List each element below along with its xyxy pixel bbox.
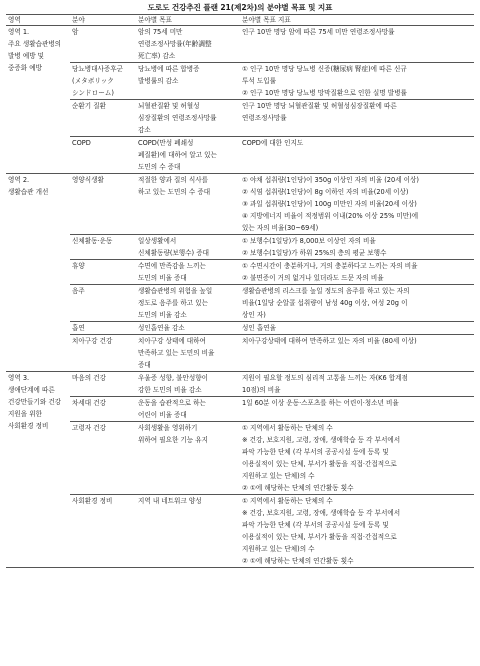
area-label-line: 건강만들기와 건강 bbox=[8, 398, 62, 406]
area-label-line: 중증화 예방 bbox=[8, 64, 42, 72]
field-cell bbox=[70, 100, 136, 137]
field-cell-line: 영양식생활 bbox=[72, 176, 104, 184]
field-cell-line: 치아구강 건강 bbox=[72, 337, 113, 345]
goal-cell-line: 위하여 필요한 기능 유지 bbox=[138, 436, 208, 444]
goal-cell bbox=[136, 397, 240, 422]
field-cell bbox=[70, 335, 136, 372]
field-cell-line: 마음의 건강 bbox=[72, 374, 106, 382]
indicator-cell-line: ③ 과일 섭취량(1인당)이 100g 미만인 자의 비율(20세 이상) bbox=[242, 200, 417, 208]
indicator-cell-line: ② 불면증이 거의 없거나 있더라도 드문 자의 비율 bbox=[242, 274, 384, 282]
table-row bbox=[6, 372, 474, 397]
goal-cell-line: 심장질환의 연령조정사망률 bbox=[138, 114, 217, 122]
goal-cell-line: 감소 bbox=[138, 126, 151, 134]
field-cell-line: シンドローム) bbox=[72, 89, 114, 97]
indicator-cell-line: ② 식염 섭취량(1인당)이 8g 이하인 자의 비율(20세 이상) bbox=[242, 188, 409, 196]
goal-cell-line: 지역 내 네트워크 양성 bbox=[138, 497, 202, 505]
indicator-cell-line: 비율(1일당 순알콜 섭취량이 남성 40g 이상, 여성 20g 이 bbox=[242, 299, 408, 307]
indicator-cell bbox=[240, 397, 474, 422]
header-area: 영역 bbox=[6, 15, 70, 26]
indicator-cell-line: 1일 60분 이상 운동·스포츠를 하는 어린이·청소년 비율 bbox=[242, 399, 399, 407]
indicator-cell-line: ① 수면시간이 충분하거나, 거의 충분하다고 느끼는 자의 비율 bbox=[242, 262, 418, 270]
header-field: 분야 bbox=[70, 15, 136, 26]
area-label-line: 영역 2. bbox=[8, 176, 30, 184]
indicator-cell-line: ① 지역에서 활동하는 단체의 수 bbox=[242, 497, 333, 505]
goal-cell-line: 死亡率) 감소 bbox=[138, 52, 176, 60]
goal-cell-line: 적절한 양과 질의 식사를 bbox=[138, 176, 208, 184]
indicator-cell-line: 인구 10만 명당 뇌혈관질환 및 허혈성심장질환에 따른 bbox=[242, 102, 397, 110]
field-cell-line: 흡연 bbox=[72, 324, 85, 332]
field-cell bbox=[70, 322, 136, 335]
goal-cell-line: 사회생활을 영위하기 bbox=[138, 424, 198, 432]
goal-cell-line: 정도로 음주를 하고 있는 bbox=[138, 299, 208, 307]
table-row bbox=[6, 100, 474, 137]
indicator-cell-line: 투석 도입률 bbox=[242, 77, 276, 85]
goal-cell bbox=[136, 26, 240, 63]
field-cell-line: 차세대 건강 bbox=[72, 399, 106, 407]
field-cell-line: 순환기 질환 bbox=[72, 102, 106, 110]
goal-cell-line: 운동을 습관적으로 하는 bbox=[138, 399, 206, 407]
indicator-cell-line: ① 인구 10만 명당 당뇨병 신증(糖尿病 腎症)에 따른 신규 bbox=[242, 65, 407, 73]
goal-cell-line: 폐질환)에 대하여 알고 있는 bbox=[138, 151, 217, 159]
indicator-cell bbox=[240, 322, 474, 335]
indicator-cell bbox=[240, 495, 474, 568]
field-cell bbox=[70, 174, 136, 235]
table-row bbox=[6, 235, 474, 260]
indicator-cell-line: 지원이 필요할 정도의 심리적 고통을 느끼는 자(K6 합계점 bbox=[242, 374, 408, 382]
goal-cell-line: 우울증 성향, 불안성향이 bbox=[138, 374, 208, 382]
goal-cell-line: 도민의 비율 증대 bbox=[138, 274, 187, 282]
field-cell bbox=[70, 422, 136, 495]
indicator-cell-line: 연령조정사망률 bbox=[242, 114, 287, 122]
goal-cell-line: 치아구강 상태에 대하여 bbox=[138, 337, 206, 345]
indicator-cell bbox=[240, 63, 474, 100]
goal-cell bbox=[136, 322, 240, 335]
area-label bbox=[6, 26, 70, 174]
indicator-cell-line: 상인 자) bbox=[242, 311, 266, 319]
area-label-line: 영역 3. bbox=[8, 374, 30, 382]
area-label-line: 지원을 위한 bbox=[8, 410, 42, 418]
indicator-cell bbox=[240, 422, 474, 495]
indicator-cell-line: ② ①에 해당하는 단체의 연간활동 횟수 bbox=[242, 557, 354, 565]
indicator-cell-line: ② 보행수(1일당)가 하위 25%의 층의 평균 보행수 bbox=[242, 249, 387, 257]
area-label-line: 주요 생활습관병의 bbox=[8, 40, 62, 48]
goal-cell bbox=[136, 137, 240, 174]
goal-cell bbox=[136, 335, 240, 372]
field-cell bbox=[70, 63, 136, 100]
goal-cell-line: 신체활동량(보행수) 증대 bbox=[138, 249, 209, 257]
goal-cell-line: 하고 있는 도민의 수 증대 bbox=[138, 188, 211, 196]
goal-cell bbox=[136, 422, 240, 495]
indicator-cell bbox=[240, 137, 474, 174]
goal-cell bbox=[136, 63, 240, 100]
table-row bbox=[6, 397, 474, 422]
document-title: 도로도 건강추진 플랜 21(제2차)의 분야별 목표 및 지표 bbox=[147, 3, 333, 12]
indicator-cell-line: ④ 지방에너지 비율이 적정범위 이내(20% 이상 25% 미만)에 bbox=[242, 212, 419, 220]
goal-cell-line: 어린이 비율 증대 bbox=[138, 411, 187, 419]
goal-cell bbox=[136, 260, 240, 285]
field-cell bbox=[70, 260, 136, 285]
field-cell-line: COPD bbox=[72, 139, 91, 147]
table-row bbox=[6, 260, 474, 285]
indicator-cell-line: ※ 건강, 보호지원, 고령, 장애, 생애학습 등 각 부서에서 bbox=[242, 509, 401, 517]
field-cell bbox=[70, 26, 136, 63]
table-body bbox=[6, 26, 474, 568]
area-label-line: 발병 예방 및 bbox=[8, 52, 45, 60]
indicator-cell bbox=[240, 235, 474, 260]
table-row bbox=[6, 322, 474, 335]
area-label bbox=[6, 174, 70, 372]
field-cell-line: 당뇨병대사증후군 bbox=[72, 65, 123, 73]
table-row bbox=[6, 26, 474, 63]
indicator-cell-line: ※ 건강, 보호지원, 고령, 장애, 생애학습 등 각 부서에서 bbox=[242, 436, 401, 444]
field-cell-line: 암 bbox=[72, 28, 79, 36]
field-cell bbox=[70, 235, 136, 260]
goal-cell-line: 강한 도민의 비율 감소 bbox=[138, 386, 202, 394]
indicator-cell-line: 파악 가능한 단체 (각 부서의 공공시설 등에 등록 및 bbox=[242, 448, 389, 456]
indicator-cell-line: COPD에 대한 인지도 bbox=[242, 139, 304, 147]
goal-cell-line: 암의 75세 미만 bbox=[138, 28, 183, 36]
field-cell-line: 신체활동·운동 bbox=[72, 237, 113, 245]
indicator-cell-line: ② 인구 10만 명당 당뇨병 망막질환으로 인한 실명 발병률 bbox=[242, 89, 407, 97]
indicator-cell-line: 있는 자의 비율(30~69세) bbox=[242, 224, 319, 232]
indicator-cell-line: ① 야채 섭취량(1인당)이 350g 이상인 자의 비율 (20세 이상) bbox=[242, 176, 419, 184]
table-row bbox=[6, 137, 474, 174]
header-goal: 분야별 목표 bbox=[136, 15, 240, 26]
area-label-line: 생활습관 개선 bbox=[8, 188, 49, 196]
indicator-cell-line: 이용실적이 있는 단체, 부서가 활동을 직접·간접적으로 bbox=[242, 533, 397, 541]
field-cell bbox=[70, 495, 136, 568]
field-cell bbox=[70, 285, 136, 322]
area-label-line: 사회환경 정비 bbox=[8, 422, 49, 430]
table-row bbox=[6, 422, 474, 495]
indicator-cell-line: 생활습관병의 리스크를 높일 정도의 음주를 하고 있는 자의 bbox=[242, 287, 410, 295]
field-cell-line: 사회환경 정비 bbox=[72, 497, 113, 505]
indicator-cell bbox=[240, 260, 474, 285]
goal-cell-line: 일상생활에서 bbox=[138, 237, 177, 245]
table-row bbox=[6, 335, 474, 372]
indicator-cell-line: ① 보행수(1일당)가 8,000보 이상인 자의 비율 bbox=[242, 237, 376, 245]
goal-cell bbox=[136, 100, 240, 137]
table-row bbox=[6, 174, 474, 235]
indicator-cell bbox=[240, 26, 474, 63]
goal-cell-line: 생활습관병의 위험을 높일 bbox=[138, 287, 213, 295]
goal-cell-line: COPD(만성 폐쇄성 bbox=[138, 139, 194, 147]
table-row bbox=[6, 63, 474, 100]
table-row bbox=[6, 495, 474, 568]
indicator-cell-line: 인구 10만 명당 암에 따른 75세 미만 연령조정사망률 bbox=[242, 28, 395, 36]
indicator-cell bbox=[240, 174, 474, 235]
field-cell-line: 고령자 건강 bbox=[72, 424, 106, 432]
indicator-cell-line: ① 지역에서 활동하는 단체의 수 bbox=[242, 424, 333, 432]
area-label-line: 영역 1. bbox=[8, 28, 30, 36]
goals-table bbox=[6, 14, 474, 568]
indicator-cell-line: 이용실적이 있는 단체, 부서가 활동을 직접·간접적으로 bbox=[242, 460, 397, 468]
header-indicator: 분야별 목표 지표 bbox=[240, 15, 474, 26]
indicator-cell-line: ② ①에 해당하는 단체의 연간활동 횟수 bbox=[242, 484, 354, 492]
indicator-cell-line: 성인 흡연율 bbox=[242, 324, 276, 332]
goal-cell-line: 도민의 비율 감소 bbox=[138, 311, 187, 319]
goal-cell bbox=[136, 235, 240, 260]
indicator-cell-line: 10점)의 비율 bbox=[242, 386, 281, 394]
field-cell-line: (メタボリック bbox=[72, 77, 114, 85]
goal-cell-line: 도민의 수 증대 bbox=[138, 163, 181, 171]
indicator-cell bbox=[240, 335, 474, 372]
goal-cell-line: 증대 bbox=[138, 361, 151, 369]
field-cell bbox=[70, 137, 136, 174]
goal-cell-line: 연령조정사망률(年齢調整 bbox=[138, 40, 212, 48]
field-cell bbox=[70, 397, 136, 422]
indicator-cell-line: 치아구강상태에 대하여 만족하고 있는 자의 비율 (80세 이상) bbox=[242, 337, 417, 345]
goal-cell bbox=[136, 372, 240, 397]
area-label bbox=[6, 372, 70, 568]
goal-cell bbox=[136, 174, 240, 235]
header-row bbox=[6, 15, 474, 26]
goal-cell-line: 수면에 만족감을 느끼는 bbox=[138, 262, 206, 270]
field-cell bbox=[70, 372, 136, 397]
goal-cell bbox=[136, 495, 240, 568]
goal-cell-line: 만족하고 있는 도민의 비율 bbox=[138, 349, 215, 357]
goal-cell-line: 당뇨병에 따른 합병증 bbox=[138, 65, 200, 73]
area-label-line: 생애단계에 따른 bbox=[8, 386, 55, 394]
field-cell-line: 음주 bbox=[72, 287, 85, 295]
field-cell-line: 휴양 bbox=[72, 262, 85, 270]
indicator-cell bbox=[240, 100, 474, 137]
indicator-cell-line: 지원하고 있는 단체)의 수 bbox=[242, 545, 315, 553]
goal-cell-line: 발병률의 감소 bbox=[138, 77, 179, 85]
goal-cell-line: 뇌혈관질환 및 허혈성 bbox=[138, 102, 200, 110]
indicator-cell-line: 파악 가능한 단체 (각 부서의 공공시설 등에 등록 및 bbox=[242, 521, 389, 529]
goal-cell bbox=[136, 285, 240, 322]
indicator-cell bbox=[240, 285, 474, 322]
indicator-cell bbox=[240, 372, 474, 397]
indicator-cell-line: 지원하고 있는 단체)의 수 bbox=[242, 472, 315, 480]
goal-cell-line: 성인흡연율 감소 bbox=[138, 324, 185, 332]
table-row bbox=[6, 285, 474, 322]
